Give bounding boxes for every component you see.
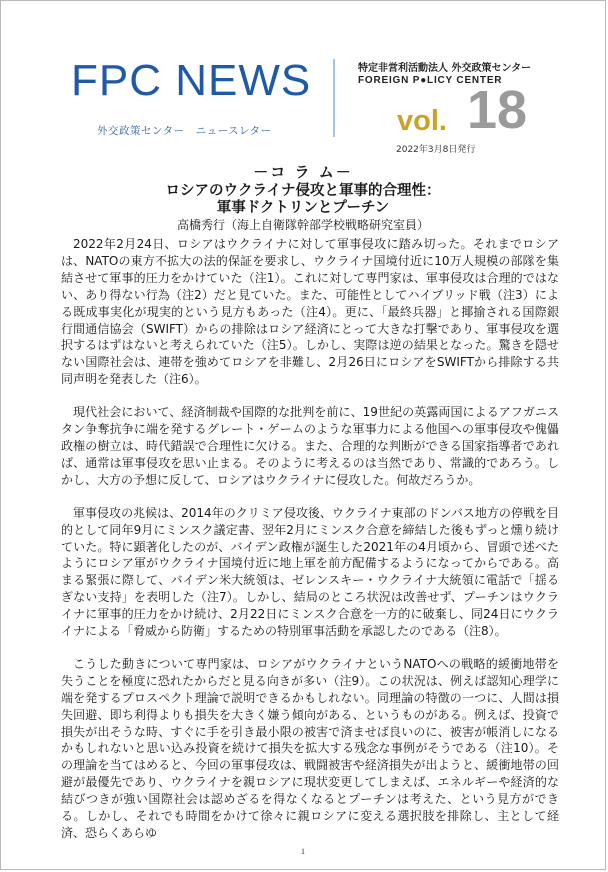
volume-label: vol. [397, 105, 447, 137]
article-subtitle: 軍事ドクトリンとプーチン [216, 200, 390, 216]
page-number: 1 [301, 847, 305, 856]
paragraph: 2022年2月24日、ロシアはウクライナに対して軍事侵攻に踏み切った。それまでロシアは、NATOの東方不拡大の法的保証を要求し、ウクライナ国境付近に10万人規模の部隊を集結させて軍事的圧力をかけていた（注1）。これに対して専門家は、軍事侵攻は合理的ではない、あり得ない行為（注2）だと見ていた。また、可能性としてハイブリッド戦（注3）による既成事実化が現実的という見方もあった（注4）。更に、「最終兵器」と揶揄される国際銀行間通信協会（SWIFT）からの排除はロシア経済にとって大きな打撃であり、軍事侵攻を選択するはずはないと考えられていた（注5）。しかし、実際は逆の結果となった。驚きを隠せない国際社会は、連帯を強めてロシアを非難し、2月26日にロシアをSWIFTから排除する共同声明を発表した（注6）。 [61, 237, 559, 387]
newsletter-logo: FPC NEWS [71, 56, 312, 105]
organization-name-jp: 特定非営利活動法人 外交政策センター [358, 63, 532, 74]
paragraph: こうした動きについて専門家は、ロシアがウクライナというNATOへの戦略的緩衝地帯を失うことを極度に恐れたからだと見る向きが多い（注9）。この状況は、例えば認知心理学に端を発するプロスペクト理論で説明できるかもしれない。同理論の特徴の一つに、人間は損失回避、即ち利得よりも損失を大きく嫌う傾向がある、というものがある。例えば、投資で損失が出そうな時、すぐに手を引き最小限の被害で済ませば良いのに、被害が帳消しになるかもしれないと思い込み投資を続けて損失を拡大する残念な事例がそうである（注10）。その理論を当てはめると、今回の軍事侵攻は、戦闘被害や経済損失が出ようと、緩衝地帯の回避が最優先であり、ウクライナを親ロシアに現状変更してしまえば、エネルギーや経済的な結びつきが強い国際社会は認めざるを得なくなるとプーチンは考えた、という見方ができる。しかし、それでも時間をかけて徐々に親ロシアに変える選択肢を排除し、主として経済、恐らくあらゆ [61, 656, 559, 840]
issue-date: 2022年3月8日発行 [396, 145, 476, 155]
organization-name-en: FOREIGN P●LICY CENTER [358, 75, 503, 86]
column-label: －コ ラ ム－ [253, 163, 353, 181]
article-title: ロシアのウクライナ侵攻と軍事的合理性： [165, 183, 441, 199]
paragraph: 軍事侵攻の兆候は、2014年のクリミア侵攻後、ウクライナ東部のドンバス地方の停戦を目的として同年9月にミンスク議定書、翌年2月にミンスク合意を締結した後もずっと燻り続けていた。特に顕著化したのが、バイデン政権が誕生した2021年の4月頃から、冒頭で述べたようにロシア軍がウクライナ国境付近に地上軍を前方配備するようになってからである。高まる緊張に際して、バイデン米大統領は、ゼレンスキー・ウクライナ大統領に電話で「揺るぎない支持」を表明した（注7）。しかし、結局のところ状況は改善せず、プーチンはウクライナに軍事的圧力をかけ続け、2月22日にミンスク合意を一方的に破棄し、同24日にウクライナによる「脅威から防衛」するための特別軍事活動を承認したのである（注8）。 [61, 505, 559, 639]
masthead [63, 56, 335, 137]
volume-number: 18 [467, 80, 528, 140]
newsletter-subtitle: 外交政策センター ニュースレター [97, 125, 272, 137]
article-author: 高橋秀行（海上自衛隊幹部学校戦略研究室員） [176, 218, 429, 232]
article-body [61, 236, 559, 858]
paragraph: 現代社会において、経済制裁や国際的な批判を前に、19世紀の英露両国によるアフガニスタン争奪抗争に端を発するグレート・ゲームのような軍事力による他国への軍事侵攻や傀儡政権の樹立は、時代錯誤で合理性に欠ける。また、合理的な判断ができる国家指導者であれば、通常は軍事侵攻を思い止まる。そのように考えるのは当然であり、常識的であろう。しかし、大方の予想に反して、ロシアはウクライナに侵攻した。何故だろうか。 [61, 405, 559, 487]
